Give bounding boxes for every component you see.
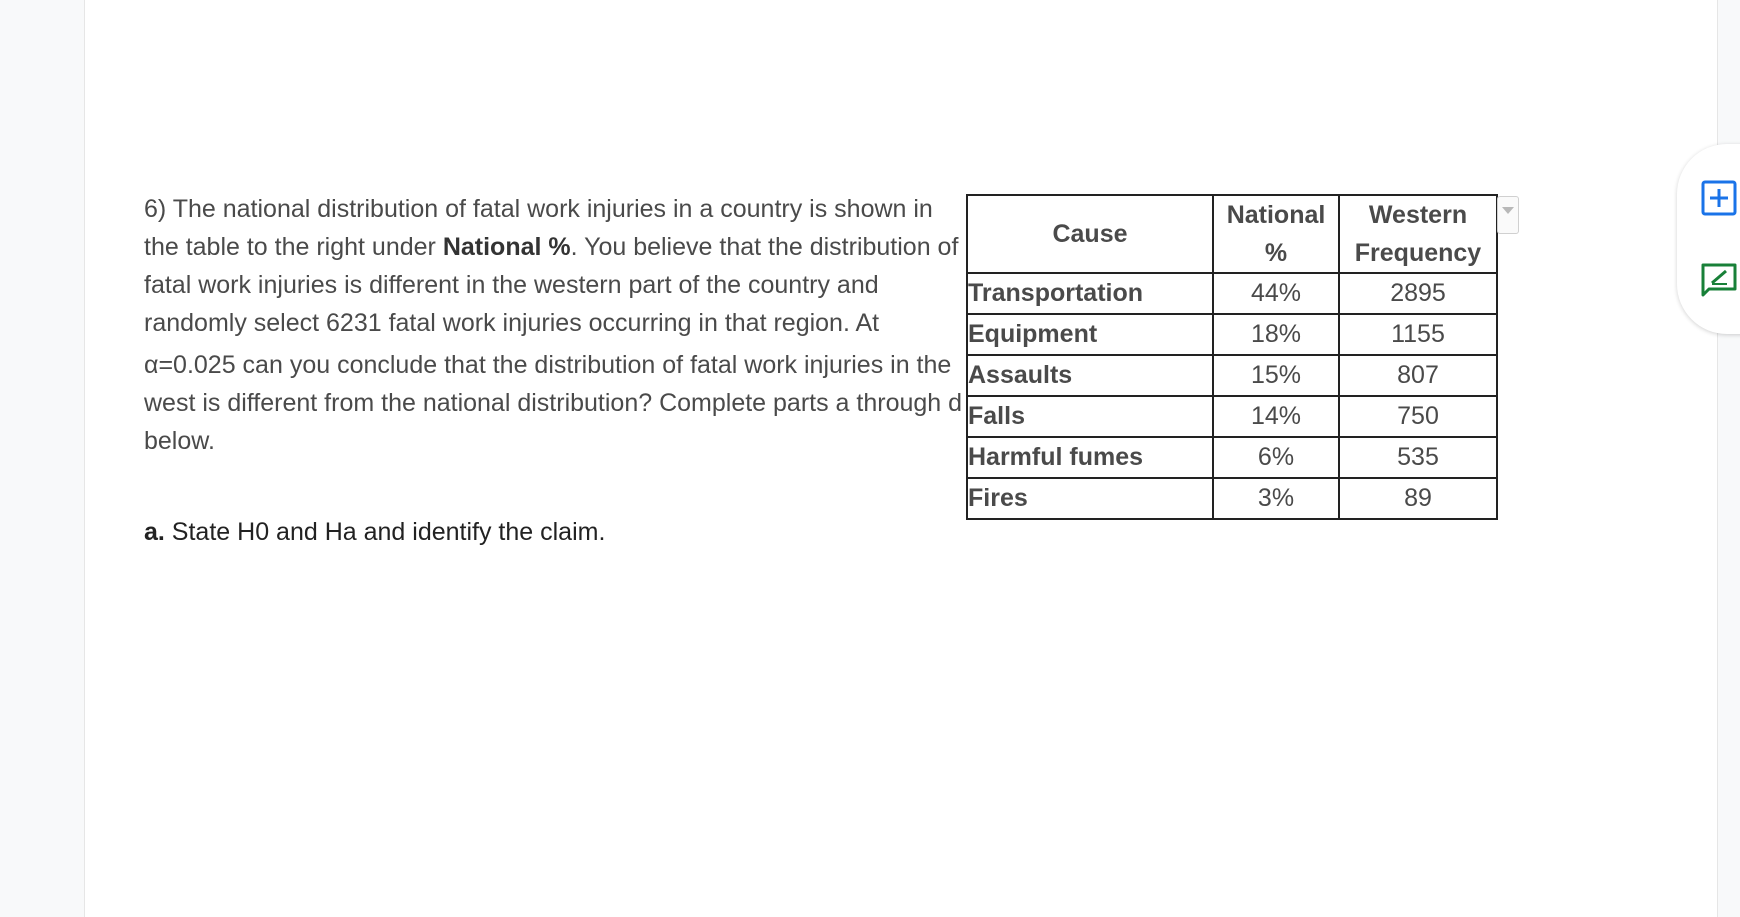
part-a-text-2: and H	[269, 518, 343, 546]
add-comment-button[interactable]	[1701, 262, 1737, 298]
header-national-line2: %	[1264, 239, 1288, 267]
national-cell: 14%	[1213, 396, 1339, 437]
question-intro	[144, 190, 966, 342]
part-a-label: a.	[144, 518, 165, 546]
header-western	[1339, 195, 1497, 273]
part-a-text-1: State H	[164, 518, 256, 546]
header-western-line2: Frequency	[1354, 239, 1482, 267]
western-cell: 89	[1339, 478, 1497, 519]
western-cell: 807	[1339, 355, 1497, 396]
question-intro-part2: . You believe that the distribution of fatal work injuries is different in the western part of the country and randomly select 6231 fatal work injuries occurring in that region. At	[144, 233, 959, 337]
table-menu-handle[interactable]	[1497, 196, 1519, 234]
western-cell: 535	[1339, 437, 1497, 478]
cause-cell: Equipment	[967, 314, 1213, 355]
injury-data-table	[966, 194, 1498, 520]
cause-cell: Falls	[967, 396, 1213, 437]
header-national	[1213, 195, 1339, 273]
cause-cell: Transportation	[967, 273, 1213, 314]
question-intro-part1: 6) The national distribution of fatal work injuries in a country is shown in the table to the right under	[144, 195, 933, 261]
chevron-down-icon	[1502, 207, 1514, 214]
header-national-line1: National	[1226, 201, 1326, 229]
plus-square-icon	[1701, 180, 1737, 216]
question-alpha: α=0.025 can you conclude that the distribution of fatal work injuries in the west is different from the national distribution? Complete parts a through d below.	[144, 351, 963, 455]
national-cell: 15%	[1213, 355, 1339, 396]
add-button[interactable]	[1701, 180, 1737, 216]
ha-subscript: a	[342, 518, 357, 546]
question-bold-term: National %	[442, 233, 571, 261]
table-row	[967, 273, 1497, 314]
side-action-panel	[1677, 144, 1740, 334]
h0-subscript: 0	[255, 518, 270, 546]
table-row	[967, 478, 1497, 519]
part-a-text-3: and identify the claim.	[356, 518, 606, 546]
header-cause: Cause	[967, 195, 1213, 273]
header-western-line1: Western	[1368, 201, 1468, 229]
question-text	[144, 190, 966, 460]
cause-cell: Harmful fumes	[967, 437, 1213, 478]
national-cell: 18%	[1213, 314, 1339, 355]
national-cell: 6%	[1213, 437, 1339, 478]
western-cell: 750	[1339, 396, 1497, 437]
western-cell: 1155	[1339, 314, 1497, 355]
cause-cell: Assaults	[967, 355, 1213, 396]
table-row	[967, 314, 1497, 355]
western-cell: 2895	[1339, 273, 1497, 314]
table-row	[967, 355, 1497, 396]
table-row	[967, 437, 1497, 478]
national-cell: 44%	[1213, 273, 1339, 314]
part-a-prompt	[144, 513, 605, 551]
table-header-row	[967, 195, 1497, 273]
national-cell: 3%	[1213, 478, 1339, 519]
cause-cell: Fires	[967, 478, 1213, 519]
edit-comment-icon	[1701, 262, 1737, 298]
table-row	[967, 396, 1497, 437]
